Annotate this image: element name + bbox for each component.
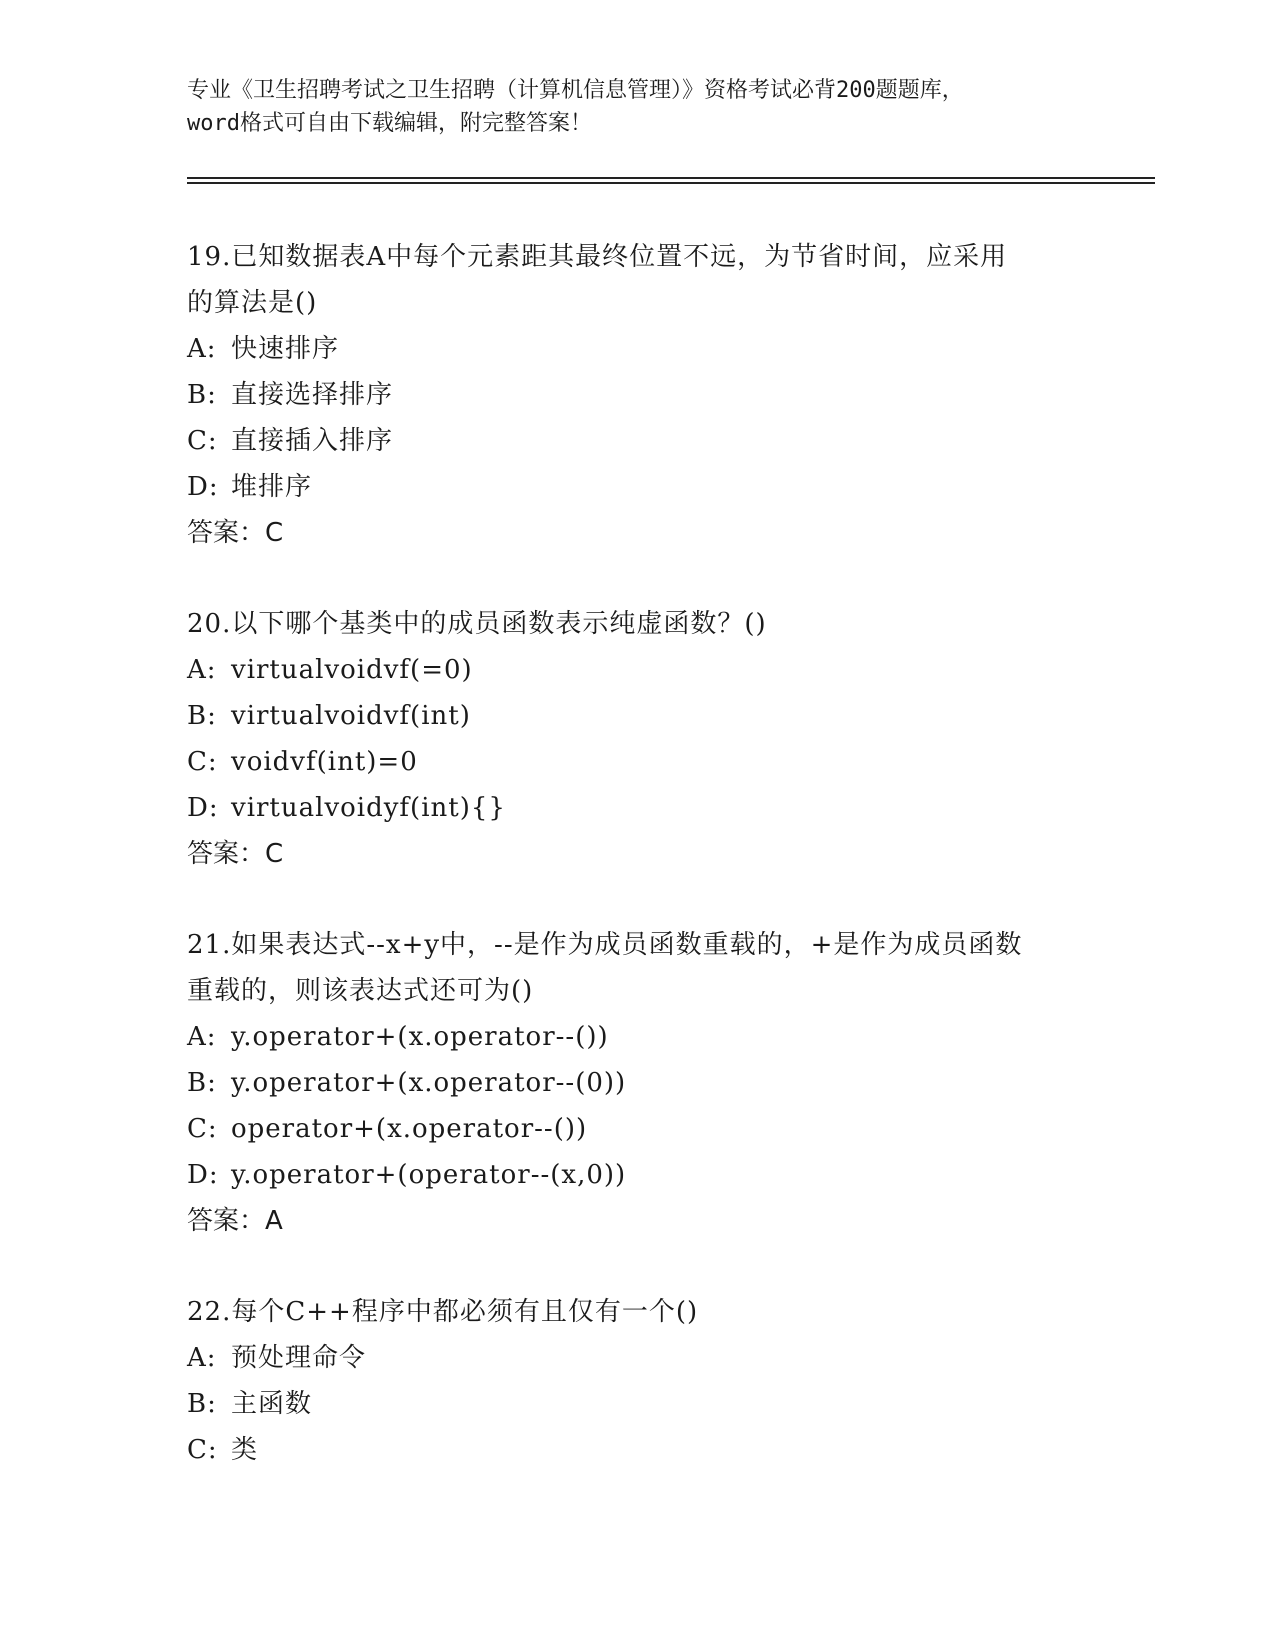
answer-line: 答案：C — [187, 518, 284, 548]
answer-option — [187, 1152, 1087, 1198]
option-text: 快速排序 — [231, 334, 340, 364]
answer-line: 答案：A — [187, 1206, 283, 1236]
answer-option — [187, 1381, 1087, 1427]
answer-option — [187, 418, 1087, 464]
question-text: 20.以下哪个基类中的成员函数表示纯虚函数？() — [187, 609, 767, 639]
option-key: A: — [187, 1343, 217, 1373]
option-key: B: — [187, 380, 217, 410]
option-key: C: — [187, 1114, 218, 1144]
option-text: voidvf(int)=0 — [231, 747, 418, 777]
question-text: 重载的，则该表达式还可为() — [187, 976, 534, 1006]
answer-option — [187, 326, 1087, 372]
answer-option — [187, 693, 1087, 739]
answer-option — [187, 1014, 1087, 1060]
answer-option — [187, 372, 1087, 418]
question-block — [187, 1289, 1087, 1473]
option-text: virtualvoidyf(int){} — [231, 793, 506, 823]
question-block — [187, 922, 1087, 1244]
answer-option — [187, 464, 1087, 510]
answer-option — [187, 1335, 1087, 1381]
answer-line: 答案：C — [187, 839, 284, 869]
option-text: virtualvoidvf(int) — [231, 701, 471, 731]
option-text: 预处理命令 — [231, 1343, 367, 1373]
option-text: virtualvoidvf(=0) — [231, 655, 473, 685]
answer-option — [187, 1427, 1087, 1473]
option-text: y.operator+(x.operator--(0)) — [231, 1068, 627, 1098]
option-key: C: — [187, 1435, 218, 1465]
answer-option — [187, 647, 1087, 693]
answer-option — [187, 739, 1087, 785]
option-key: C: — [187, 747, 218, 777]
option-key: C: — [187, 426, 218, 456]
header-divider-top — [187, 177, 1155, 179]
question-list — [187, 234, 1087, 1518]
option-key: A: — [187, 655, 217, 685]
answer-option — [187, 1060, 1087, 1106]
question-block — [187, 601, 1087, 877]
option-text: 堆排序 — [231, 472, 313, 502]
question-text: 的算法是() — [187, 288, 318, 318]
option-text: 主函数 — [231, 1389, 313, 1419]
question-text: 21.如果表达式--x+y中，--是作为成员函数重载的，+是作为成员函数 — [187, 930, 1023, 960]
option-text: 直接插入排序 — [231, 426, 394, 456]
option-key: A: — [187, 1022, 217, 1052]
header-line-1: 专业《卫生招聘考试之卫生招聘（计算机信息管理）》资格考试必背200题题库， — [187, 78, 964, 103]
document-header — [187, 74, 1087, 140]
question-text: 22.每个C++程序中都必须有且仅有一个() — [187, 1297, 699, 1327]
option-key: B: — [187, 701, 217, 731]
question-text: 19.已知数据表A中每个元素距其最终位置不远，为节省时间，应采用 — [187, 242, 1008, 272]
option-key: D: — [187, 1160, 219, 1190]
option-text: 直接选择排序 — [231, 380, 394, 410]
option-key: B: — [187, 1389, 217, 1419]
option-key: D: — [187, 793, 219, 823]
option-key: D: — [187, 472, 219, 502]
header-divider-bottom — [187, 182, 1155, 184]
option-text: y.operator+(operator--(x,0)) — [231, 1160, 627, 1190]
question-block — [187, 234, 1087, 556]
option-text: operator+(x.operator--()) — [231, 1114, 588, 1144]
option-text: 类 — [231, 1435, 259, 1465]
header-line-2: word格式可自由下载编辑，附完整答案！ — [187, 111, 592, 136]
option-key: B: — [187, 1068, 217, 1098]
answer-option — [187, 785, 1087, 831]
option-text: y.operator+(x.operator--()) — [231, 1022, 609, 1052]
option-key: A: — [187, 334, 217, 364]
answer-option — [187, 1106, 1087, 1152]
